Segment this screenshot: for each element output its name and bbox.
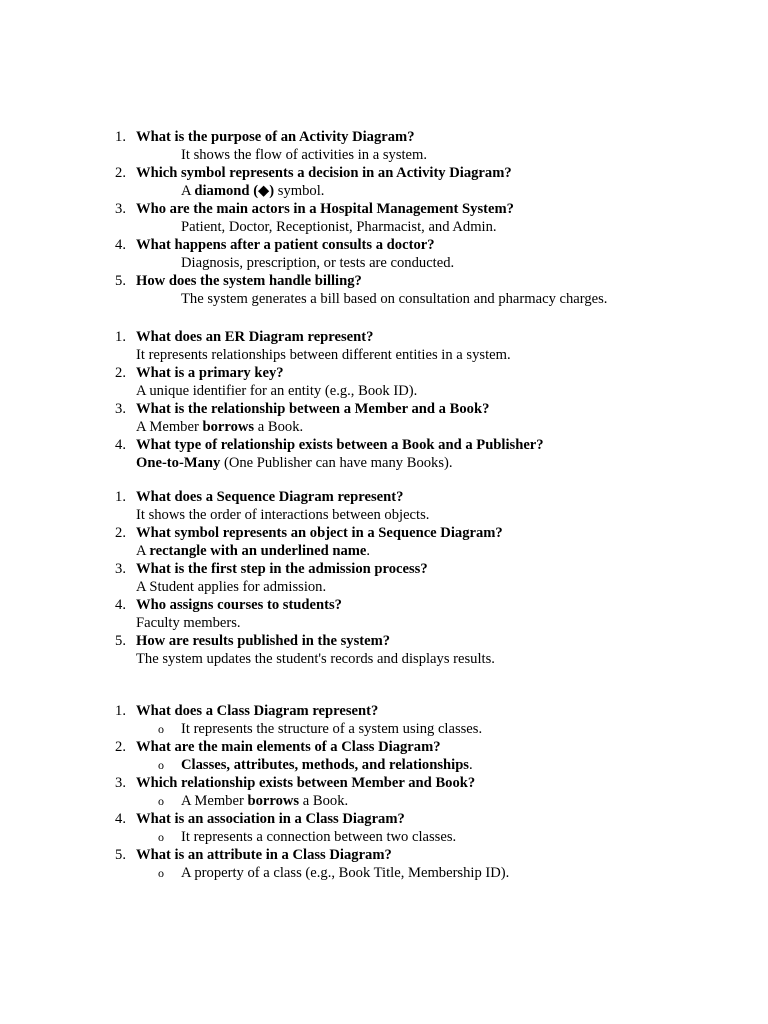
answer-text: It represents relationships between different entities in a system. <box>136 347 511 363</box>
answer-emphasis: Classes, attributes, methods, and relationships <box>181 757 469 773</box>
qa-item <box>0 560 768 596</box>
question-text: What happens after a patient consults a doctor? <box>136 237 435 253</box>
item-number: 4. <box>115 597 126 613</box>
bullet-marker: o <box>158 866 164 880</box>
qa-item <box>0 328 768 364</box>
bullet-marker: o <box>158 722 164 736</box>
answer-text: The system generates a bill based on consultation and pharmacy charges. <box>181 291 608 307</box>
qa-item <box>0 702 768 738</box>
item-number: 2. <box>115 525 126 541</box>
question-text: What is the relationship between a Member and a Book? <box>136 401 490 417</box>
question-text: What is the first step in the admission process? <box>136 561 428 577</box>
bullet-marker: o <box>158 758 164 772</box>
answer-emphasis: One-to-Many <box>136 455 221 471</box>
qa-item <box>0 596 768 632</box>
answer-text: A unique identifier for an entity (e.g., Book ID). <box>136 383 418 399</box>
question-text: Who are the main actors in a Hospital Management System? <box>136 201 514 217</box>
answer-text: A Student applies for admission. <box>136 579 327 595</box>
answer-text: A Member borrows a Book. <box>181 793 349 809</box>
qa-item <box>0 738 768 774</box>
answer-text: The system updates the student's records and displays results. <box>136 651 495 667</box>
answer-emphasis: borrows <box>247 793 300 809</box>
item-number: 2. <box>115 365 126 381</box>
qa-item <box>0 272 768 308</box>
question-text: What is an association in a Class Diagram? <box>136 811 405 827</box>
item-number: 1. <box>115 703 126 719</box>
section-activity-diagram <box>0 128 768 308</box>
answer-emphasis: diamond (◆) <box>194 183 275 199</box>
question-text: What are the main elements of a Class Diagram? <box>136 739 441 755</box>
answer-emphasis: rectangle with an underlined name <box>149 543 367 559</box>
qa-item <box>0 524 768 560</box>
qa-item <box>0 236 768 272</box>
qa-item <box>0 632 768 668</box>
answer-text: Classes, attributes, methods, and relationships. <box>181 757 473 773</box>
qa-item <box>0 810 768 846</box>
answer-text: It shows the order of interactions between objects. <box>136 507 430 523</box>
answer-text: It represents a connection between two classes. <box>181 829 457 845</box>
answer-text: One-to-Many (One Publisher can have many Books). <box>136 455 453 471</box>
qa-item <box>0 488 768 524</box>
item-number: 4. <box>115 237 126 253</box>
answer-text: A Member borrows a Book. <box>136 419 304 435</box>
answer-text: A property of a class (e.g., Book Title, Membership ID). <box>181 865 510 881</box>
answer-text: Patient, Doctor, Receptionist, Pharmacist, and Admin. <box>181 219 497 235</box>
question-text: Which symbol represents a decision in an Activity Diagram? <box>136 165 512 181</box>
answer-text: A diamond (◆) symbol. <box>181 183 325 199</box>
item-number: 2. <box>115 165 126 181</box>
answer-emphasis: borrows <box>202 419 255 435</box>
qa-item <box>0 846 768 882</box>
bullet-marker: o <box>158 830 164 844</box>
answer-text: Diagnosis, prescription, or tests are conducted. <box>181 255 455 271</box>
question-text: What is an attribute in a Class Diagram? <box>136 847 392 863</box>
question-text: What does an ER Diagram represent? <box>136 329 374 345</box>
qa-item <box>0 400 768 436</box>
answer-text: It shows the flow of activities in a system. <box>181 147 428 163</box>
qa-item <box>0 774 768 810</box>
item-number: 3. <box>115 561 126 577</box>
section-sequence-diagram <box>0 488 768 668</box>
item-number: 3. <box>115 775 126 791</box>
answer-text: Faculty members. <box>136 615 241 631</box>
question-text: What is the purpose of an Activity Diagram? <box>136 129 415 145</box>
question-text: Who assigns courses to students? <box>136 597 342 613</box>
question-text: What does a Sequence Diagram represent? <box>136 489 404 505</box>
item-number: 4. <box>115 437 126 453</box>
item-number: 3. <box>115 201 126 217</box>
qa-item <box>0 364 768 400</box>
answer-text: A rectangle with an underlined name. <box>136 543 371 559</box>
section-class-diagram <box>0 702 768 882</box>
item-number: 5. <box>115 847 126 863</box>
question-text: What is a primary key? <box>136 365 284 381</box>
item-number: 5. <box>115 273 126 289</box>
qa-item <box>0 164 768 200</box>
question-text: How are results published in the system? <box>136 633 391 649</box>
question-text: What does a Class Diagram represent? <box>136 703 379 719</box>
item-number: 4. <box>115 811 126 827</box>
question-text: How does the system handle billing? <box>136 273 362 289</box>
item-number: 1. <box>115 329 126 345</box>
question-text: Which relationship exists between Member and Book? <box>136 775 476 791</box>
item-number: 1. <box>115 129 126 145</box>
item-number: 1. <box>115 489 126 505</box>
section-er-diagram <box>0 328 768 472</box>
qa-item <box>0 128 768 164</box>
item-number: 3. <box>115 401 126 417</box>
question-text: What type of relationship exists between a Book and a Publisher? <box>136 437 544 453</box>
qa-item <box>0 200 768 236</box>
question-text: What symbol represents an object in a Sequence Diagram? <box>136 525 503 541</box>
answer-text: It represents the structure of a system using classes. <box>181 721 483 737</box>
item-number: 5. <box>115 633 126 649</box>
qa-item <box>0 436 768 472</box>
bullet-marker: o <box>158 794 164 808</box>
item-number: 2. <box>115 739 126 755</box>
